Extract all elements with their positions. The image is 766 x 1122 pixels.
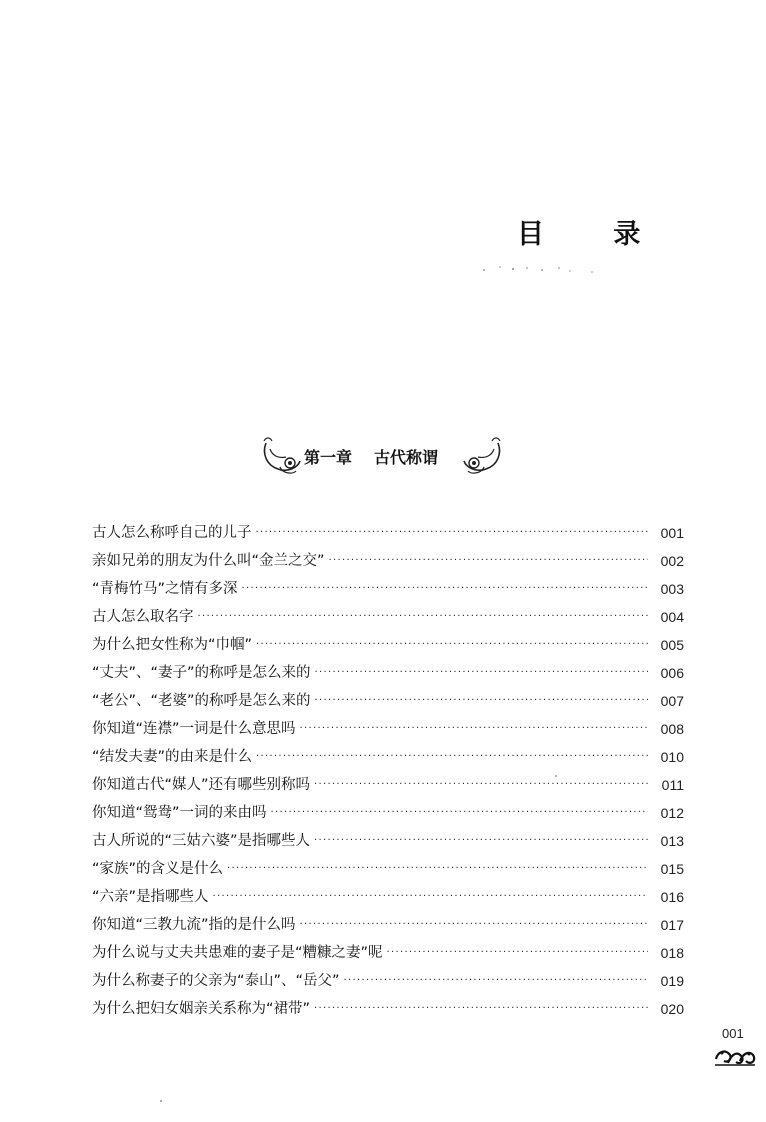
toc-entry-page: 011 xyxy=(661,777,684,793)
toc-entry-title: 古人怎么称呼自己的儿子 xyxy=(92,525,252,541)
chapter-name: 古代称谓 xyxy=(374,448,439,467)
stray-mark xyxy=(555,775,557,777)
toc-entry[interactable] xyxy=(92,628,684,656)
toc-entry[interactable] xyxy=(92,992,684,1020)
toc-entry-page: 019 xyxy=(660,973,684,989)
toc-entry-page: 010 xyxy=(660,749,684,765)
toc-entry-title: 你知道“鸳鸯”一词的来由吗 xyxy=(92,805,267,821)
dot-leader xyxy=(242,578,648,600)
table-of-contents xyxy=(92,516,684,1020)
toc-entry-title: 你知道“连襟”一词是什么意思吗 xyxy=(92,721,296,737)
toc-entry[interactable] xyxy=(92,768,684,796)
toc-entry[interactable] xyxy=(92,544,684,572)
toc-entry-page: 020 xyxy=(660,1001,684,1017)
right-floral-ornament-icon xyxy=(458,433,504,479)
toc-entry-title: “六亲”是指哪些人 xyxy=(92,889,209,905)
page-number: 001 xyxy=(722,1026,744,1041)
toc-entry-title: 古人怎么取名字 xyxy=(92,609,194,625)
toc-entry[interactable] xyxy=(92,852,684,880)
dot-leader xyxy=(213,886,648,908)
toc-entry-title: 为什么把女性称为“巾帼” xyxy=(92,637,253,653)
toc-entry[interactable] xyxy=(92,600,684,628)
dot-leader xyxy=(314,998,648,1020)
toc-entry-title: “青梅竹马”之情有多深 xyxy=(92,581,238,597)
dot-leader xyxy=(314,830,648,852)
toc-entry-title: “结发夫妻”的由来是什么 xyxy=(92,749,253,765)
corner-ornament-icon xyxy=(713,1043,757,1069)
toc-entry-page: 012 xyxy=(660,805,684,821)
chapter-title xyxy=(304,445,438,468)
toc-entry[interactable] xyxy=(92,796,684,824)
left-floral-ornament-icon xyxy=(260,433,306,479)
chapter-label: 第一章 xyxy=(304,448,353,467)
toc-entry-title: 为什么说与丈夫共患难的妻子是“糟糠之妻”呢 xyxy=(92,945,383,961)
toc-entry-page: 007 xyxy=(660,693,684,709)
toc-entry-title: “家族”的含义是什么 xyxy=(92,861,224,877)
toc-entry[interactable] xyxy=(92,684,684,712)
toc-entry-title: 你知道“三教九流”指的是什么吗 xyxy=(92,917,296,933)
toc-entry-page: 005 xyxy=(660,637,684,653)
dot-leader xyxy=(315,690,648,712)
dot-leader xyxy=(198,606,649,628)
toc-entry-title: 亲如兄弟的朋友为什么叫“金兰之交” xyxy=(92,553,325,569)
dot-leader xyxy=(300,914,648,936)
toc-entry-page: 017 xyxy=(660,917,684,933)
toc-entry[interactable] xyxy=(92,936,684,964)
toc-entry-title: 古人所说的“三姑六婆”是指哪些人 xyxy=(92,833,311,849)
toc-entry-page: 016 xyxy=(660,889,684,905)
dot-leader xyxy=(387,942,648,964)
toc-entry-title: “丈夫”、“妻子”的称呼是怎么来的 xyxy=(92,665,311,681)
toc-entry-page: 004 xyxy=(660,609,684,625)
toc-entry-page: 013 xyxy=(660,833,684,849)
toc-entry[interactable] xyxy=(92,516,684,544)
toc-entry[interactable] xyxy=(92,572,684,600)
dot-leader xyxy=(315,662,648,684)
dot-leader xyxy=(300,718,648,740)
toc-entry[interactable] xyxy=(92,880,684,908)
toc-entry-page: 018 xyxy=(660,945,684,961)
dot-leader xyxy=(227,858,648,880)
toc-entry-title: 为什么把妇女姻亲关系称为“裙带” xyxy=(92,1001,311,1017)
chapter-heading xyxy=(260,433,505,481)
toc-entry-page: 008 xyxy=(660,721,684,737)
print-specks xyxy=(480,258,610,278)
toc-entry-title: “老公”、“老婆”的称呼是怎么来的 xyxy=(92,693,311,709)
dot-leader xyxy=(344,970,648,992)
toc-entry-page: 001 xyxy=(660,525,684,541)
toc-entry[interactable] xyxy=(92,964,684,992)
toc-entry-title: 你知道古代“媒人”还有哪些别称吗 xyxy=(92,777,311,793)
dot-leader xyxy=(314,774,648,796)
toc-entry-page: 002 xyxy=(660,553,684,569)
toc-entry-page: 006 xyxy=(660,665,684,681)
toc-entry-title: 为什么称妻子的父亲为“泰山”、“岳父” xyxy=(92,973,340,989)
toc-entry[interactable] xyxy=(92,656,684,684)
toc-entry-page: 015 xyxy=(660,861,684,877)
page-title: 目 录 xyxy=(517,219,671,250)
dot-leader xyxy=(256,746,648,768)
toc-entry[interactable] xyxy=(92,824,684,852)
dot-leader xyxy=(271,802,648,824)
dot-leader xyxy=(256,634,648,656)
toc-entry[interactable] xyxy=(92,908,684,936)
toc-entry[interactable] xyxy=(92,712,684,740)
dot-leader xyxy=(329,550,648,572)
dot-leader xyxy=(256,522,649,544)
toc-entry[interactable] xyxy=(92,740,684,768)
stray-mark xyxy=(160,1100,162,1102)
toc-entry-page: 003 xyxy=(660,581,684,597)
